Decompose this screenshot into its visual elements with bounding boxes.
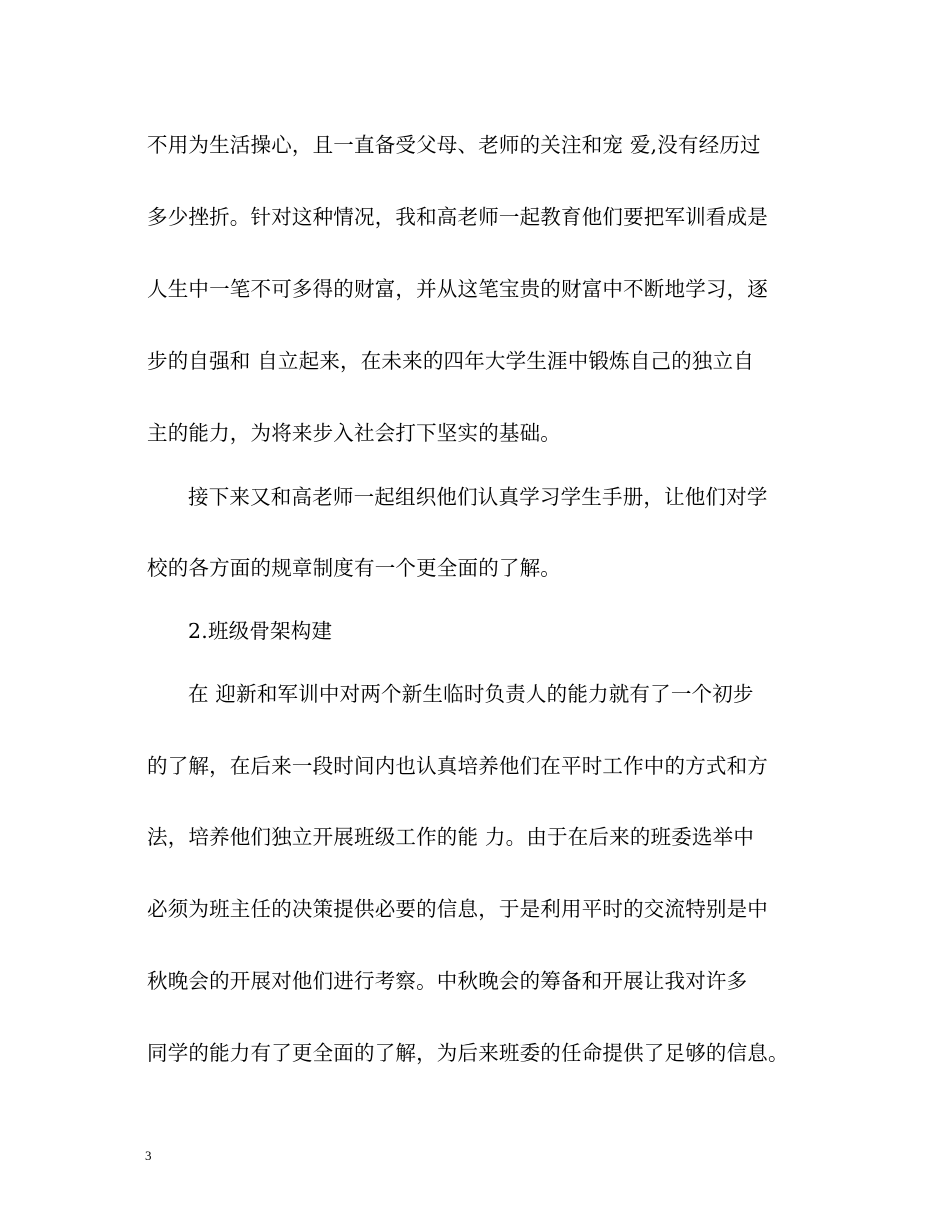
text-line: 人生中一笔不可多得的财富，并从这笔宝贵的财富中不断地学习，逐 xyxy=(147,277,768,301)
paragraph-start-line: 在 迎新和军训中对两个新生临时负责人的能力就有了一个初步 xyxy=(188,682,754,706)
section-heading: 2.班级骨架构建 xyxy=(188,619,333,643)
text-line: 主的能力，为将来步入社会打下坚实的基础。 xyxy=(147,421,561,445)
text-line: 步的自强和 自立起来，在未来的四年大学生涯中锻炼自己的独立自 xyxy=(147,349,755,373)
text-line: 多少挫折。针对这种情况，我和高老师一起教育他们要把军训看成是 xyxy=(147,205,768,229)
text-line: 秋晚会的开展对他们进行考察。中秋晚会的筹备和开展让我对许多 xyxy=(147,969,748,993)
page-number: 3 xyxy=(145,1148,152,1163)
text-line: 不用为生活操心，且一直备受父母、老师的关注和宠 爱,没有经历过 xyxy=(147,133,761,157)
text-line: 的了解，在后来一段时间内也认真培养他们在平时工作中的方式和方 xyxy=(147,754,768,778)
paragraph-start-line: 接下来又和高老师一起组织他们认真学习学生手册，让他们对学 xyxy=(188,485,768,509)
text-line: 法，培养他们独立开展班级工作的能 力。由于在后来的班委选举中 xyxy=(147,825,755,849)
text-line: 必须为班主任的决策提供必要的信息，于是利用平时的交流特别是中 xyxy=(147,897,768,921)
text-line: 同学的能力有了更全面的了解，为后来班委的任命提供了足够的信息。 xyxy=(147,1041,789,1065)
text-line: 校的各方面的规章制度有一个更全面的了解。 xyxy=(147,556,561,580)
